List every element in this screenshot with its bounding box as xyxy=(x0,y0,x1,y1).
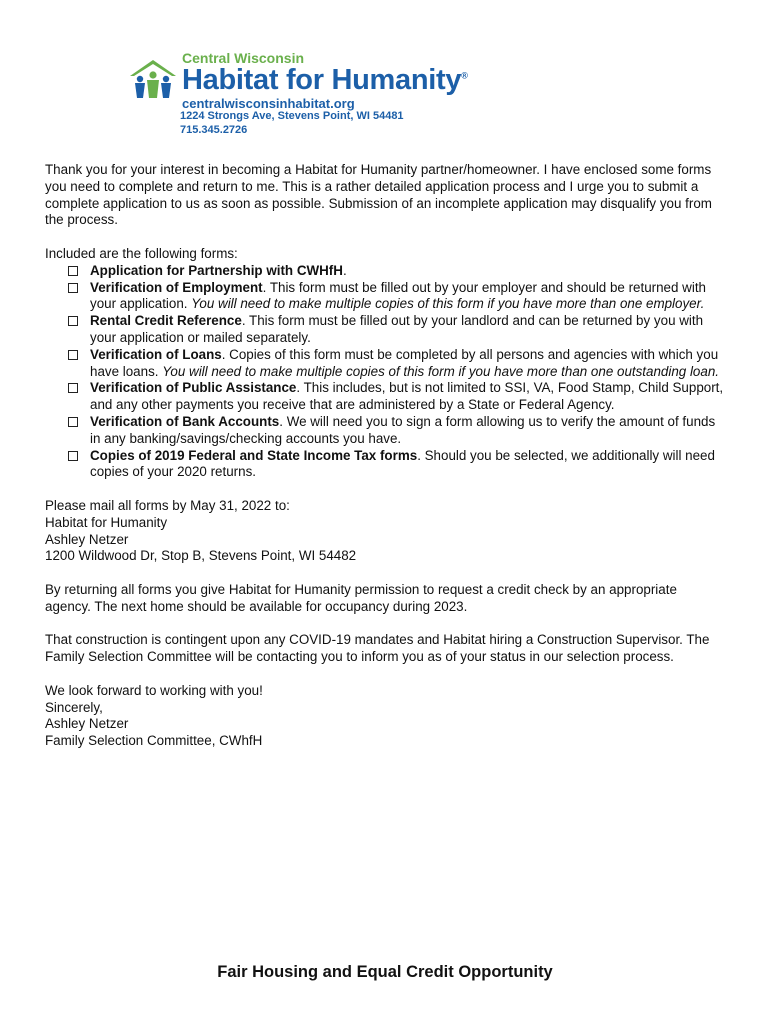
checkbox-icon xyxy=(68,316,78,326)
org-phone: 715.345.2726 xyxy=(180,124,248,136)
forms-heading: Included are the following forms: xyxy=(45,245,238,261)
closing-signature: We look forward to working with you! Sincerely, Ashley Netzer Family Selection Committee, CWhfH xyxy=(45,682,263,749)
checkbox-icon xyxy=(68,417,78,427)
checkbox-icon xyxy=(68,283,78,293)
checkbox-icon xyxy=(68,383,78,393)
forms-list xyxy=(45,263,725,481)
list-item: Copies of 2019 Federal and State Income Tax forms. Should you be selected, we additionally will need copies of your 2020 returns. xyxy=(90,448,725,482)
list-item: Verification of Loans. Copies of this form must be completed by all persons and agencies with which you have loans. You will need to make multiple copies of this form if you have more than one outstanding loan. xyxy=(90,347,725,381)
org-region: Central Wisconsin xyxy=(182,50,305,66)
org-name: Habitat for Humanity® xyxy=(182,64,468,96)
construction-paragraph: That construction is contingent upon any COVID-19 mandates and Habitat hiring a Construction Supervisor. The Family Selection Committee will be contacting you to inform you as of your status in our selection process. xyxy=(45,632,710,665)
list-item: Application for Partnership with CWHfH. xyxy=(90,263,725,280)
habitat-logo-icon xyxy=(128,58,178,100)
org-address: 1224 Strongs Ave, Stevens Point, WI 54481 xyxy=(180,110,404,122)
list-item: Verification of Bank Accounts. We will need you to sign a form allowing us to verify the amount of funds in any banking/savings/checking accounts you have. xyxy=(90,414,725,448)
intro-paragraph: Thank you for your interest in becoming a Habitat for Humanity partner/homeowner. I have enclosed some forms you need to complete and return to me. This is a rather detailed application process and I urge you to submit a complete application to us as soon as possible. Submission of an incomplete application may disqualify you from the process. xyxy=(45,162,712,228)
letter-body xyxy=(45,162,725,767)
mailing-instructions: Please mail all forms by May 31, 2022 to: Habitat for Humanity Ashley Netzer 1200 Wildwood Dr, Stop B, Stevens Point, WI 54482 xyxy=(45,497,357,564)
credit-check-paragraph: By returning all forms you give Habitat for Humanity permission to request a credit check by an appropriate agency. The next home should be available for occupancy during 2023. xyxy=(45,581,677,614)
list-item: Rental Credit Reference. This form must be filled out by your landlord and can be returned by you with your application or mailed separately. xyxy=(90,313,725,347)
list-item: Verification of Employment. This form must be filled out by your employer and should be returned with your application. You will need to make multiple copies of this form if you have more than one employer. xyxy=(90,280,725,314)
checkbox-icon xyxy=(68,266,78,276)
checkbox-icon xyxy=(68,350,78,360)
org-website[interactable]: centralwisconsinhabitat.org xyxy=(182,96,355,111)
footer-notice: Fair Housing and Equal Credit Opportunity xyxy=(217,963,553,981)
letterhead xyxy=(128,50,508,140)
checkbox-icon xyxy=(68,451,78,461)
list-item: Verification of Public Assistance. This includes, but is not limited to SSI, VA, Food Stamp, Child Support, and any other payments you receive that are administered by a State or Federal Agency. xyxy=(90,380,725,414)
